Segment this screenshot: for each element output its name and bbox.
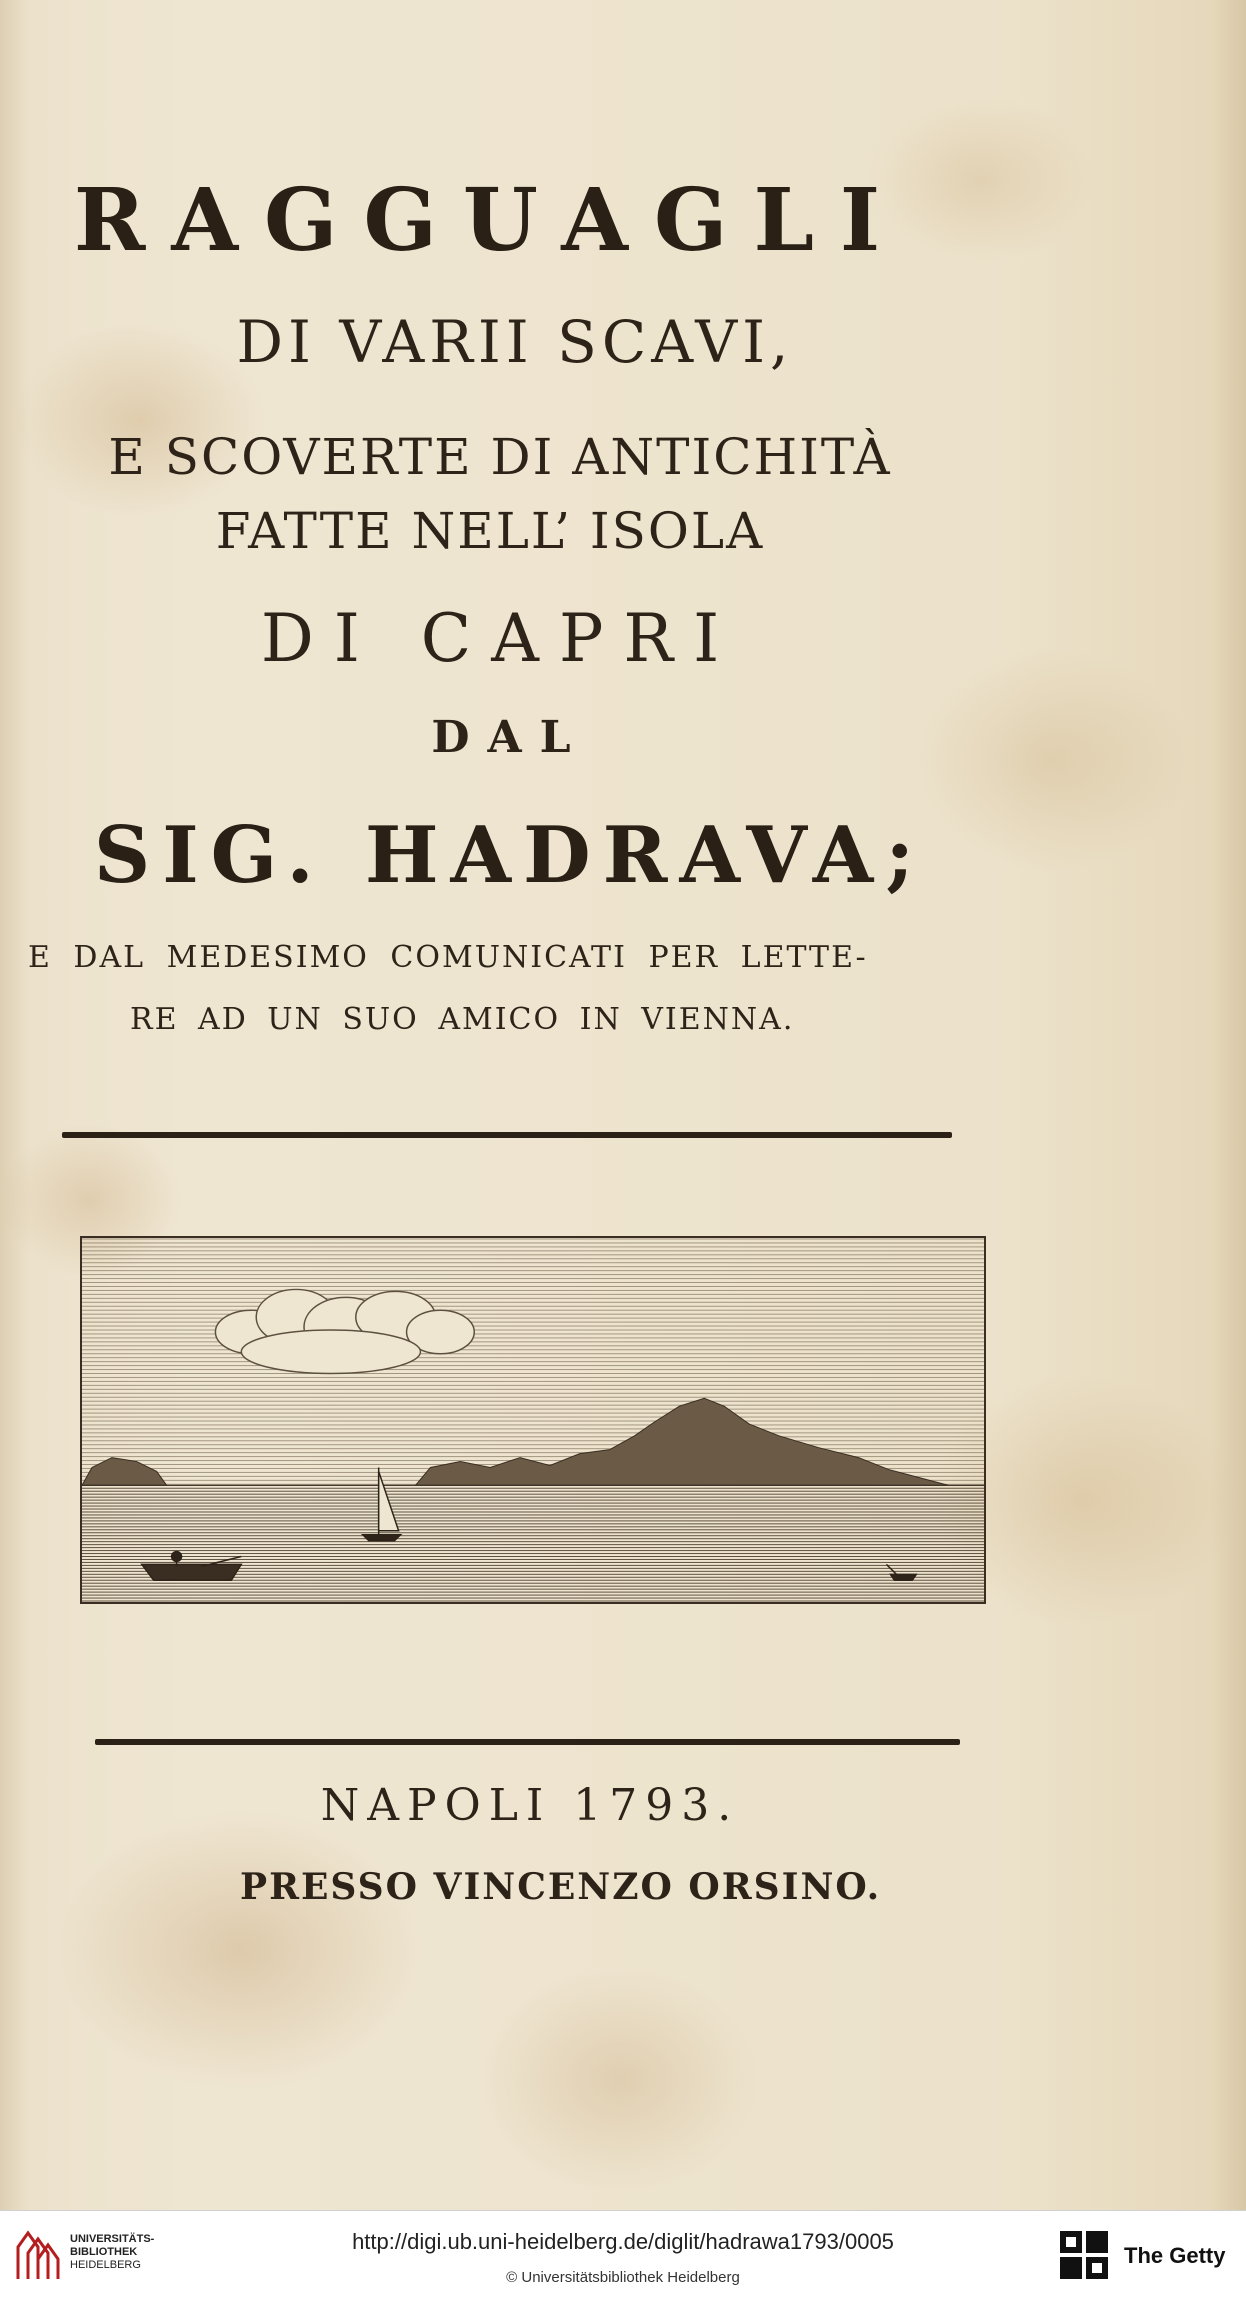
- title-author-hadrava: SIG. HADRAVA;: [93, 810, 927, 901]
- imprint-printer: PRESSO VINCENZO ORSINO.: [240, 1866, 882, 1908]
- partner-name: The Getty: [1124, 2243, 1226, 2268]
- title-line-dal: DAL: [431, 712, 589, 763]
- copyright-notice: © Universitätsbibliothek Heidelberg: [506, 2269, 740, 2286]
- engraving-illustration: [82, 1238, 984, 1602]
- subtitle-line-1: E DAL MEDESIMO COMUNICATI PER LETTE-: [28, 940, 868, 975]
- ornamental-rule-bottom: [95, 1739, 960, 1745]
- subtitle-line-2: RE AD UN SUO AMICO IN VIENNA.: [130, 1002, 795, 1037]
- imprint-place-year: NAPOLI 1793.: [320, 1780, 740, 1831]
- sea-hatching: [82, 1485, 984, 1602]
- permalink-url[interactable]: http://digi.ub.uni-heidelberg.de/diglit/hadrawa1793/0005: [352, 2229, 894, 2254]
- partner-logo[interactable]: [1028, 2225, 1228, 2285]
- ornamental-rule-top: [62, 1132, 952, 1138]
- library-name-line-3: HEIDELBERG: [70, 2259, 141, 2271]
- library-name-line-1: UNIVERSITÄTS-: [70, 2233, 155, 2245]
- sky-hatching: [82, 1238, 984, 1485]
- getty-logo-icon: [1058, 2229, 1110, 2281]
- title-line-scoverte: E SCOVERTE DI ANTICHITÀ: [108, 428, 892, 486]
- capri-engraving-vignette: [80, 1236, 986, 1604]
- title-ragguagli: RAGGUAGLI: [73, 170, 907, 271]
- title-line-fatte: FATTE NELL’ ISOLA: [215, 502, 765, 560]
- viewer-footer: [0, 2210, 1246, 2298]
- library-name-line-2: BIBLIOTHEK: [70, 2246, 138, 2258]
- title-line-capri: DI CAPRI: [260, 600, 740, 677]
- title-line-varii-scavi: DI VARII SCAVI,: [236, 308, 794, 376]
